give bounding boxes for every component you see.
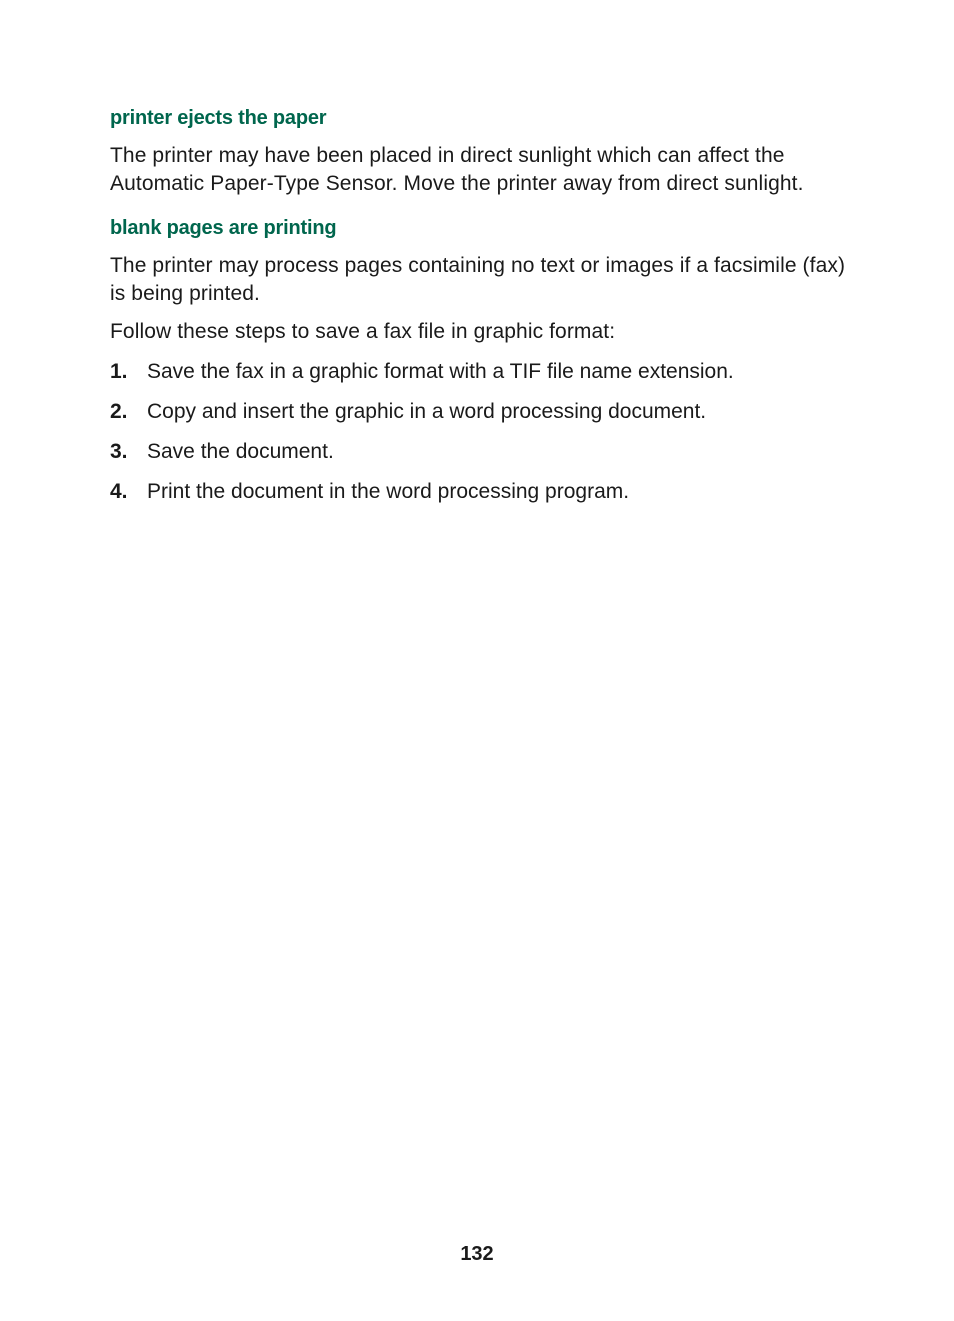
paragraph-follow-steps: Follow these steps to save a fax file in graphic format: [110,320,616,343]
page-number: 132 [460,1243,494,1265]
list-item [110,358,850,386]
step-text: Print the document in the word processing program. [147,480,630,503]
list-item [110,398,850,426]
paragraph-fax-blank: The printer may process pages containing no text or images if a facsimile (fax) is being printed. [110,254,846,305]
step-text: Copy and insert the graphic in a word processing document. [147,400,707,423]
section-heading-blank-pages: blank pages are printing [110,217,337,239]
step-number: 2. [110,400,128,423]
steps-list [110,358,850,506]
list-item [110,478,850,506]
step-text: Save the document. [147,440,334,463]
step-number: 3. [110,440,128,463]
list-item [110,438,850,466]
step-number: 1. [110,360,128,383]
paragraph-sunlight: The printer may have been placed in direct sunlight which can affect the Automatic Paper-Type Sensor. Move the printer away from direct sunlight. [110,144,804,195]
step-number: 4. [110,480,128,503]
document-page [110,100,850,518]
step-text: Save the fax in a graphic format with a TIF file name extension. [147,360,734,383]
section-heading-printer-ejects: printer ejects the paper [110,107,327,129]
